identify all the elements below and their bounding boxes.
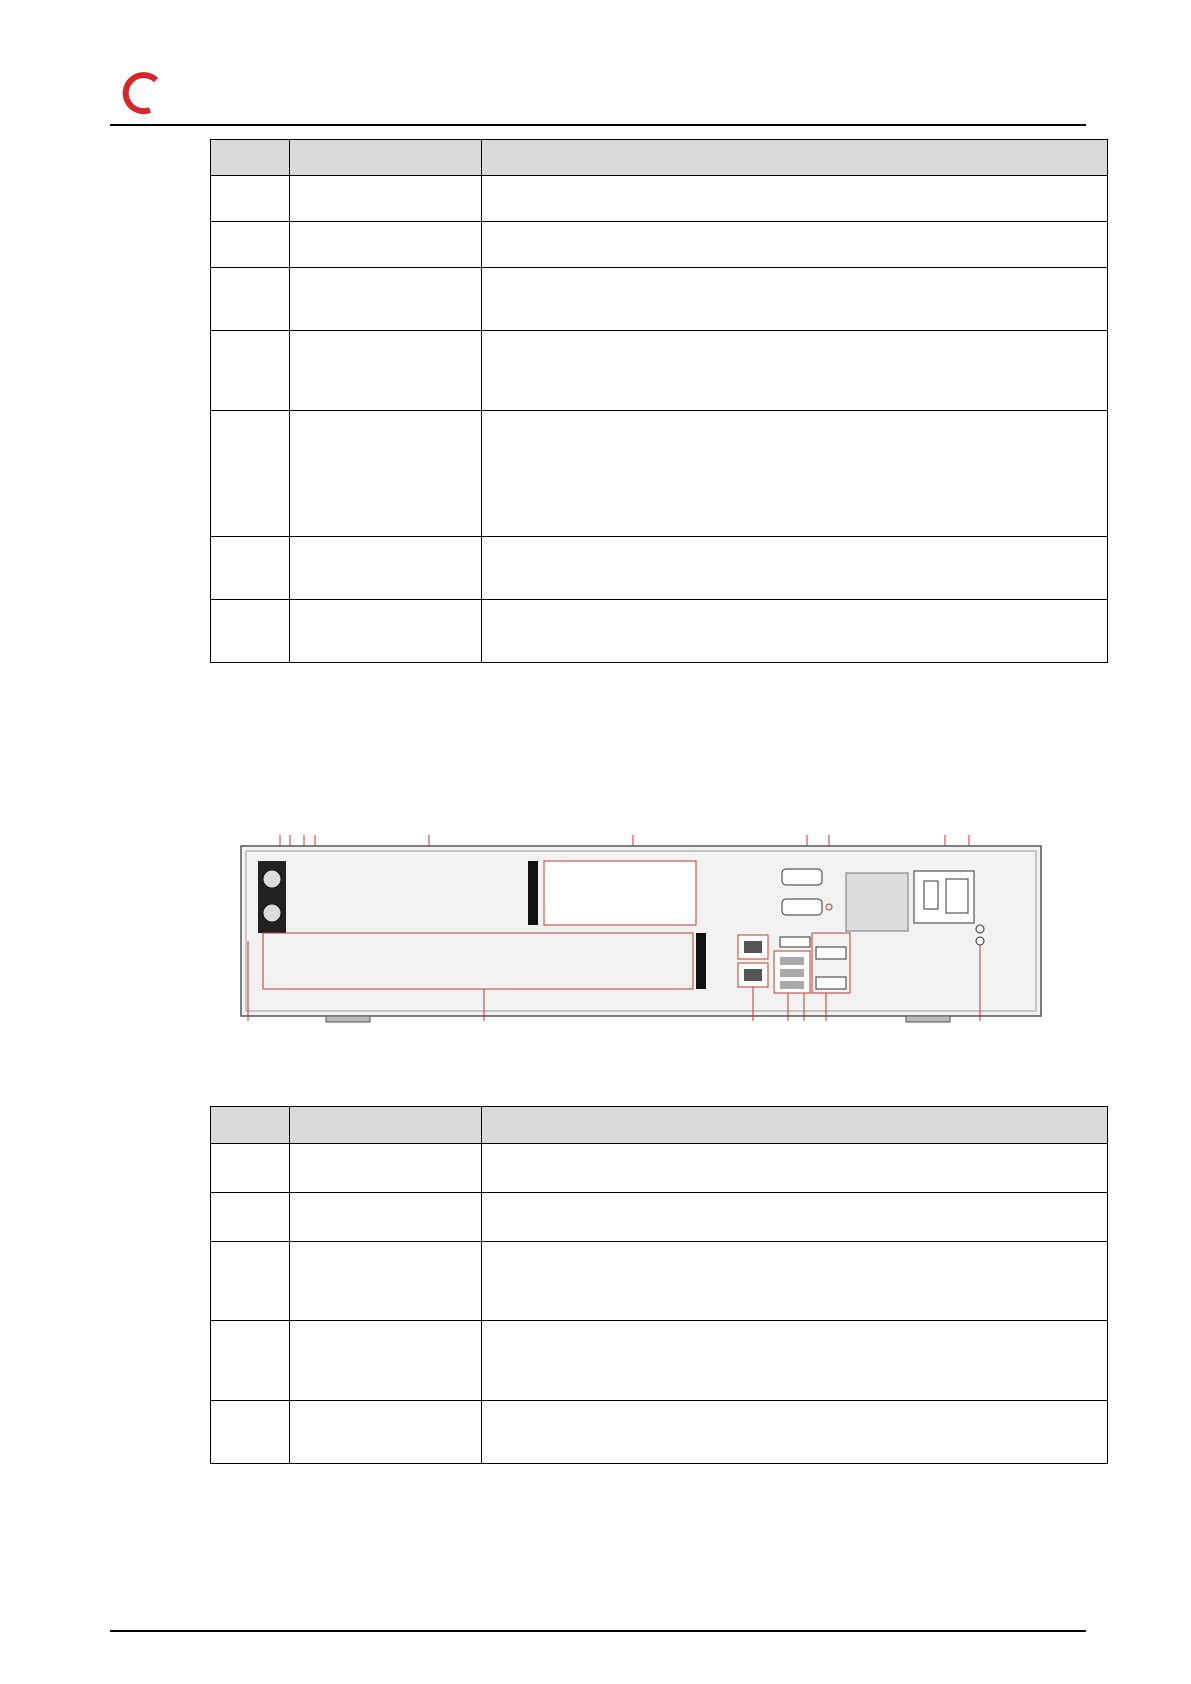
table-row [211, 268, 1108, 331]
table-header-row [211, 1107, 1108, 1144]
rear-panel-figure [236, 811, 1056, 1051]
footer-rule [110, 1630, 1086, 1632]
rear-panel-drawing [236, 811, 1056, 1051]
table-header-row [211, 140, 1108, 176]
dahua-logo [120, 70, 260, 120]
table-row [211, 537, 1108, 600]
table-row [211, 411, 1108, 537]
table-row [211, 1144, 1108, 1193]
table-row [211, 1321, 1108, 1401]
table-row [211, 600, 1108, 663]
table-row [211, 222, 1108, 268]
table-row [211, 1242, 1108, 1321]
header-rule [110, 124, 1086, 126]
ports-table-front [210, 139, 1108, 663]
ports-table-rear [210, 1106, 1108, 1464]
table-row [211, 1193, 1108, 1242]
table-row [211, 1401, 1108, 1464]
table-row [211, 331, 1108, 411]
table-row [211, 176, 1108, 222]
